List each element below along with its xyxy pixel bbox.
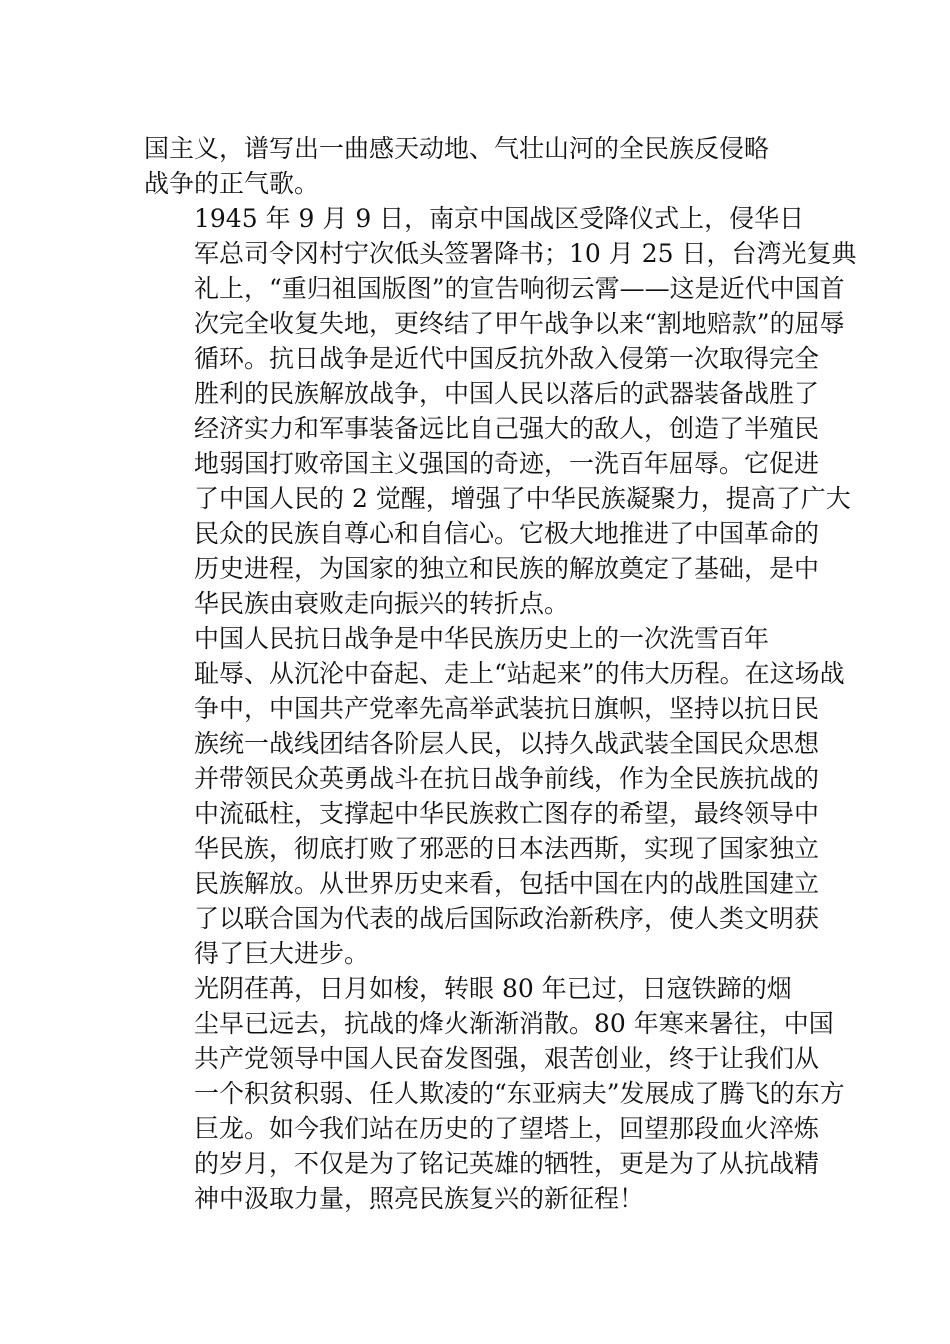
text-line: 民众的民族自尊心和自信心。它极大地推进了中国革命的 [194, 519, 820, 548]
text-line: 民族解放。从世界历史来看，包括中国在内的战胜国建立 [194, 869, 820, 898]
text-line: 1945 年 9 月 9 日，南京中国战区受降仪式上，侵华日 [194, 204, 805, 233]
paragraph-2 [144, 201, 857, 621]
text-line: 了中国人民的 2 觉醒，增强了中华民族凝聚力，提高了广大 [194, 484, 851, 513]
text-line: 尘早已远去，抗战的烽火渐渐消散。80 年寒来暑往，中国 [194, 1009, 834, 1038]
paragraph-3 [144, 621, 845, 971]
text-line: 历史进程，为国家的独立和民族的解放奠定了基础，是中 [194, 554, 820, 583]
paragraph-4 [144, 971, 845, 1216]
text-line: 巨龙。如今我们站在历史的了望塔上，回望那段血火淬炼 [194, 1114, 820, 1143]
text-line: 光阴荏苒，日月如梭，转眼 80 年已过，日寇铁蹄的烟 [194, 974, 792, 1003]
text-line: 耻辱、从沉沦中奋起、走上“站起来”的伟大历程。在这场战 [194, 659, 845, 688]
text-line: 中国人民抗日战争是中华民族历史上的一次洗雪百年 [194, 624, 770, 653]
text-line: 族统一战线团结各阶层人民，以持久战武装全国民众思想 [194, 729, 820, 758]
text-line: 礼上，“重归祖国版图”的宣告响彻云霄——这是近代中国首 [194, 274, 845, 303]
text-line: 循环。抗日战争是近代中国反抗外敌入侵第一次取得完全 [194, 344, 820, 373]
text-line: 得了巨大进步。 [194, 939, 370, 968]
text-line: 战争的正气歌。 [144, 169, 320, 198]
paragraph-1 [144, 131, 808, 201]
text-line: 中流砥柱，支撑起中华民族救亡图存的希望，最终领导中 [194, 799, 820, 828]
text-line: 共产党领导中国人民奋发图强，艰苦创业，终于让我们从 [194, 1044, 820, 1073]
text-line: 的岁月，不仅是为了铭记英雄的牺牲，更是为了从抗战精 [194, 1149, 820, 1178]
text-line: 地弱国打败帝国主义强国的奇迹，一洗百年屈辱。它促进 [194, 449, 820, 478]
document-body [144, 131, 857, 1216]
text-line: 争中，中国共产党率先高举武装抗日旗帜，坚持以抗日民 [194, 694, 820, 723]
text-line: 华民族，彻底打败了邪恶的日本法西斯，实现了国家独立 [194, 834, 820, 863]
text-line: 经济实力和军事装备远比自己强大的敌人，创造了半殖民 [194, 414, 820, 443]
text-line: 并带领民众英勇战斗在抗日战争前线，作为全民族抗战的 [194, 764, 820, 793]
text-line: 华民族由衰败走向振兴的转折点。 [194, 589, 570, 618]
text-line: 一个积贫积弱、任人欺凌的“东亚病夫”发展成了腾飞的东方 [194, 1079, 845, 1108]
text-line: 次完全收复失地，更终结了甲午战争以来“割地赔款”的屈辱 [194, 309, 845, 338]
text-line: 国主义，谱写出一曲感天动地、气壮山河的全民族反侵略 [144, 134, 770, 163]
text-line: 胜利的民族解放战争，中国人民以落后的武器装备战胜了 [194, 379, 820, 408]
text-line: 军总司令冈村宁次低头签署降书；10 月 25 日，台湾光复典 [194, 239, 857, 268]
text-line: 神中汲取力量，照亮民族复兴的新征程！ [194, 1184, 645, 1213]
text-line: 了以联合国为代表的战后国际政治新秩序，使人类文明获 [194, 904, 820, 933]
